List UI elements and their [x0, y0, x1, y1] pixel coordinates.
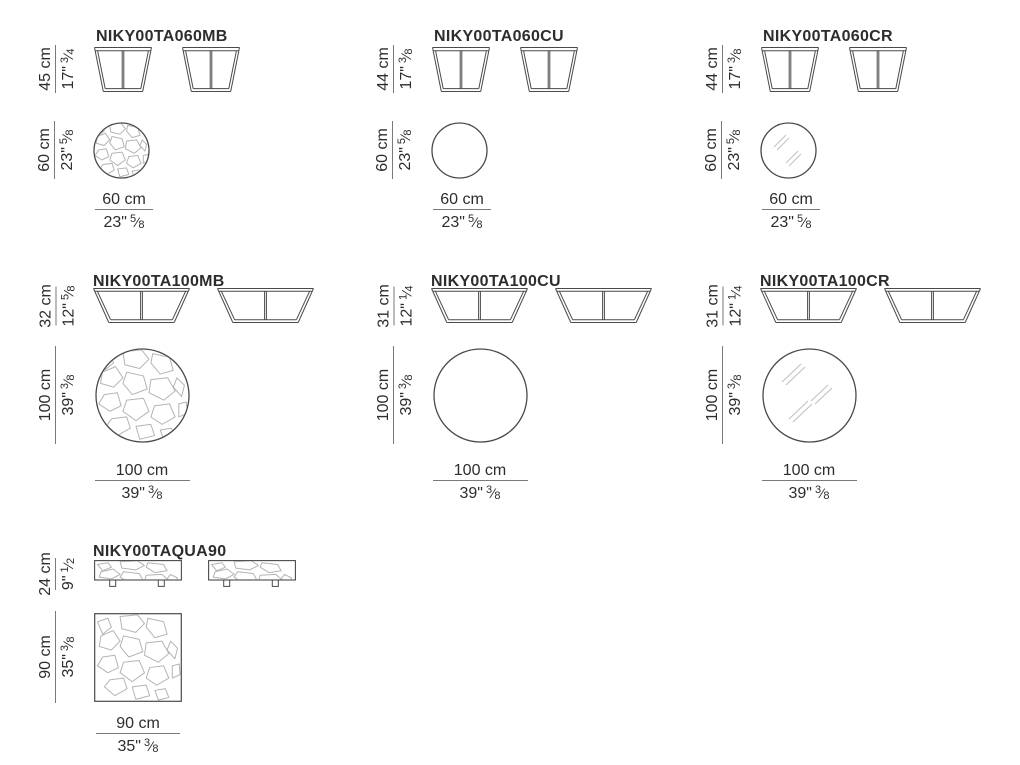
dimension-line [433, 209, 491, 210]
dimension-inch-value: $9"^1⁄_2$ [58, 557, 77, 591]
dimension-line [55, 611, 56, 703]
top-view-drawing [93, 122, 150, 179]
height-dimension-label [36, 284, 78, 328]
side-view-drawing [760, 288, 857, 323]
dimension-inch-value: $23"^5⁄_8$ [724, 129, 743, 171]
dimension-line [95, 209, 153, 210]
dimension-line [55, 346, 56, 444]
dimension-inch-value: 35" $^3⁄_8$ [117, 737, 159, 755]
product-code: NIKY00TA100CR [760, 273, 890, 291]
side-view-drawing [431, 288, 528, 323]
product-code: NIKY00TA060CR [763, 28, 893, 46]
product-cell [697, 250, 1020, 502]
side-view-drawing [555, 288, 652, 323]
top-width-dimension-label [721, 191, 861, 234]
top-depth-dimension-label [38, 611, 78, 703]
dimension-cm-value: 31 cm [703, 284, 721, 328]
dimension-cm-value: 32 cm [36, 284, 54, 328]
top-view-drawing [95, 348, 190, 443]
side-view-drawing [208, 560, 296, 588]
dimension-line [393, 287, 394, 326]
side-view-drawing [761, 47, 819, 92]
top-depth-dimension-label [704, 121, 744, 179]
side-view-drawing [94, 47, 152, 92]
dimension-inch-value: $17"^3⁄_4$ [58, 48, 77, 90]
dimension-line [96, 733, 180, 734]
top-view-drawing [94, 613, 182, 702]
product-cell [30, 518, 362, 760]
product-code: NIKY00TA100CU [431, 273, 561, 291]
dimension-inch-value: 23" $^5⁄_8$ [441, 213, 483, 231]
dimension-cm-value: 60 cm [102, 191, 146, 208]
product-cell [368, 250, 700, 502]
dimension-inch-value: 39" $^3⁄_8$ [121, 484, 163, 502]
dimension-line [95, 480, 190, 481]
side-view-drawing [94, 560, 182, 588]
dimension-line [55, 45, 56, 93]
product-cell [30, 250, 362, 502]
dimension-line [722, 45, 723, 93]
dimension-line [722, 287, 723, 326]
dimension-line [55, 287, 56, 326]
dimension-line [392, 121, 393, 179]
dimension-cm-value: 60 cm [35, 128, 53, 172]
product-code: NIKY00TA060MB [96, 28, 228, 46]
height-dimension-label [374, 284, 416, 328]
top-depth-dimension-label [38, 346, 78, 444]
dimension-inch-value: $12"^1⁄_4$ [396, 285, 415, 327]
dimension-line [54, 121, 55, 179]
top-depth-dimension-label [705, 346, 745, 444]
dimension-inch-value: $35"^3⁄_8$ [58, 636, 77, 678]
dimension-cm-value: 100 cm [453, 462, 507, 479]
top-view-drawing [760, 122, 817, 179]
dimension-inch-value: 23" $^5⁄_8$ [770, 213, 812, 231]
side-view-drawing [432, 47, 490, 92]
dimension-inch-value: $23"^5⁄_8$ [57, 129, 76, 171]
dimension-line [722, 346, 723, 444]
top-width-dimension-label [392, 191, 532, 234]
dimension-cm-value: 60 cm [769, 191, 813, 208]
top-depth-dimension-label [376, 346, 416, 444]
height-dimension-label [36, 552, 78, 596]
side-view-drawing [520, 47, 578, 92]
dimension-line [55, 558, 56, 590]
product-cell [368, 10, 700, 252]
dimension-line [393, 45, 394, 93]
dimension-inch-value: $23"^5⁄_8$ [395, 129, 414, 171]
height-dimension-label [376, 45, 416, 93]
top-width-dimension-label [739, 462, 879, 505]
dimension-line [762, 480, 857, 481]
top-view-drawing [431, 122, 488, 179]
dimension-inch-value: $17"^3⁄_8$ [725, 48, 744, 90]
height-dimension-label [38, 45, 78, 93]
dimension-inch-value: 23" $^5⁄_8$ [103, 213, 145, 231]
top-view-drawing [433, 348, 528, 443]
dimension-inch-value: $12"^5⁄_8$ [58, 285, 77, 327]
dimension-cm-value: 100 cm [703, 368, 721, 422]
dimension-inch-value: $39"^3⁄_8$ [725, 374, 744, 416]
product-cell [697, 10, 1020, 252]
dimension-inch-value: 39" $^3⁄_8$ [459, 484, 501, 502]
dimension-cm-value: 100 cm [374, 368, 392, 422]
dimension-line [762, 209, 820, 210]
dimension-line [393, 346, 394, 444]
top-depth-dimension-label [37, 121, 77, 179]
dimension-cm-value: 100 cm [115, 462, 169, 479]
dimension-cm-value: 45 cm [36, 47, 54, 91]
dimension-inch-value: $17"^3⁄_8$ [396, 48, 415, 90]
height-dimension-label [705, 45, 745, 93]
dimension-cm-value: 60 cm [440, 191, 484, 208]
top-view-drawing [762, 348, 857, 443]
dimension-line [721, 121, 722, 179]
side-view-drawing [217, 288, 314, 323]
dimension-cm-value: 90 cm [36, 635, 54, 679]
top-width-dimension-label [68, 715, 208, 758]
dimension-inch-value: $39"^3⁄_8$ [396, 374, 415, 416]
dimension-cm-value: 100 cm [782, 462, 836, 479]
top-width-dimension-label [72, 462, 212, 505]
product-cell [30, 10, 362, 252]
top-depth-dimension-label [375, 121, 415, 179]
height-dimension-label [703, 284, 745, 328]
dimension-cm-value: 44 cm [703, 47, 721, 91]
dimension-inch-value: $39"^3⁄_8$ [58, 374, 77, 416]
product-code: NIKY00TA060CU [434, 28, 564, 46]
dimension-cm-value: 31 cm [374, 284, 392, 328]
side-view-drawing [93, 288, 190, 323]
dimension-cm-value: 24 cm [36, 552, 54, 596]
dimension-cm-value: 60 cm [373, 128, 391, 172]
top-width-dimension-label [410, 462, 550, 505]
side-view-drawing [849, 47, 907, 92]
dimension-cm-value: 60 cm [702, 128, 720, 172]
product-code: NIKY00TA100MB [93, 273, 225, 291]
top-width-dimension-label [54, 191, 194, 234]
dimension-cm-value: 90 cm [116, 715, 160, 732]
side-view-drawing [182, 47, 240, 92]
dimension-line [433, 480, 528, 481]
side-view-drawing [884, 288, 981, 323]
dimension-inch-value: 39" $^3⁄_8$ [788, 484, 830, 502]
dimension-inch-value: $12"^1⁄_4$ [725, 285, 744, 327]
dimension-cm-value: 100 cm [36, 368, 54, 422]
product-code: NIKY00TAQUA90 [93, 543, 227, 561]
dimension-cm-value: 44 cm [374, 47, 392, 91]
